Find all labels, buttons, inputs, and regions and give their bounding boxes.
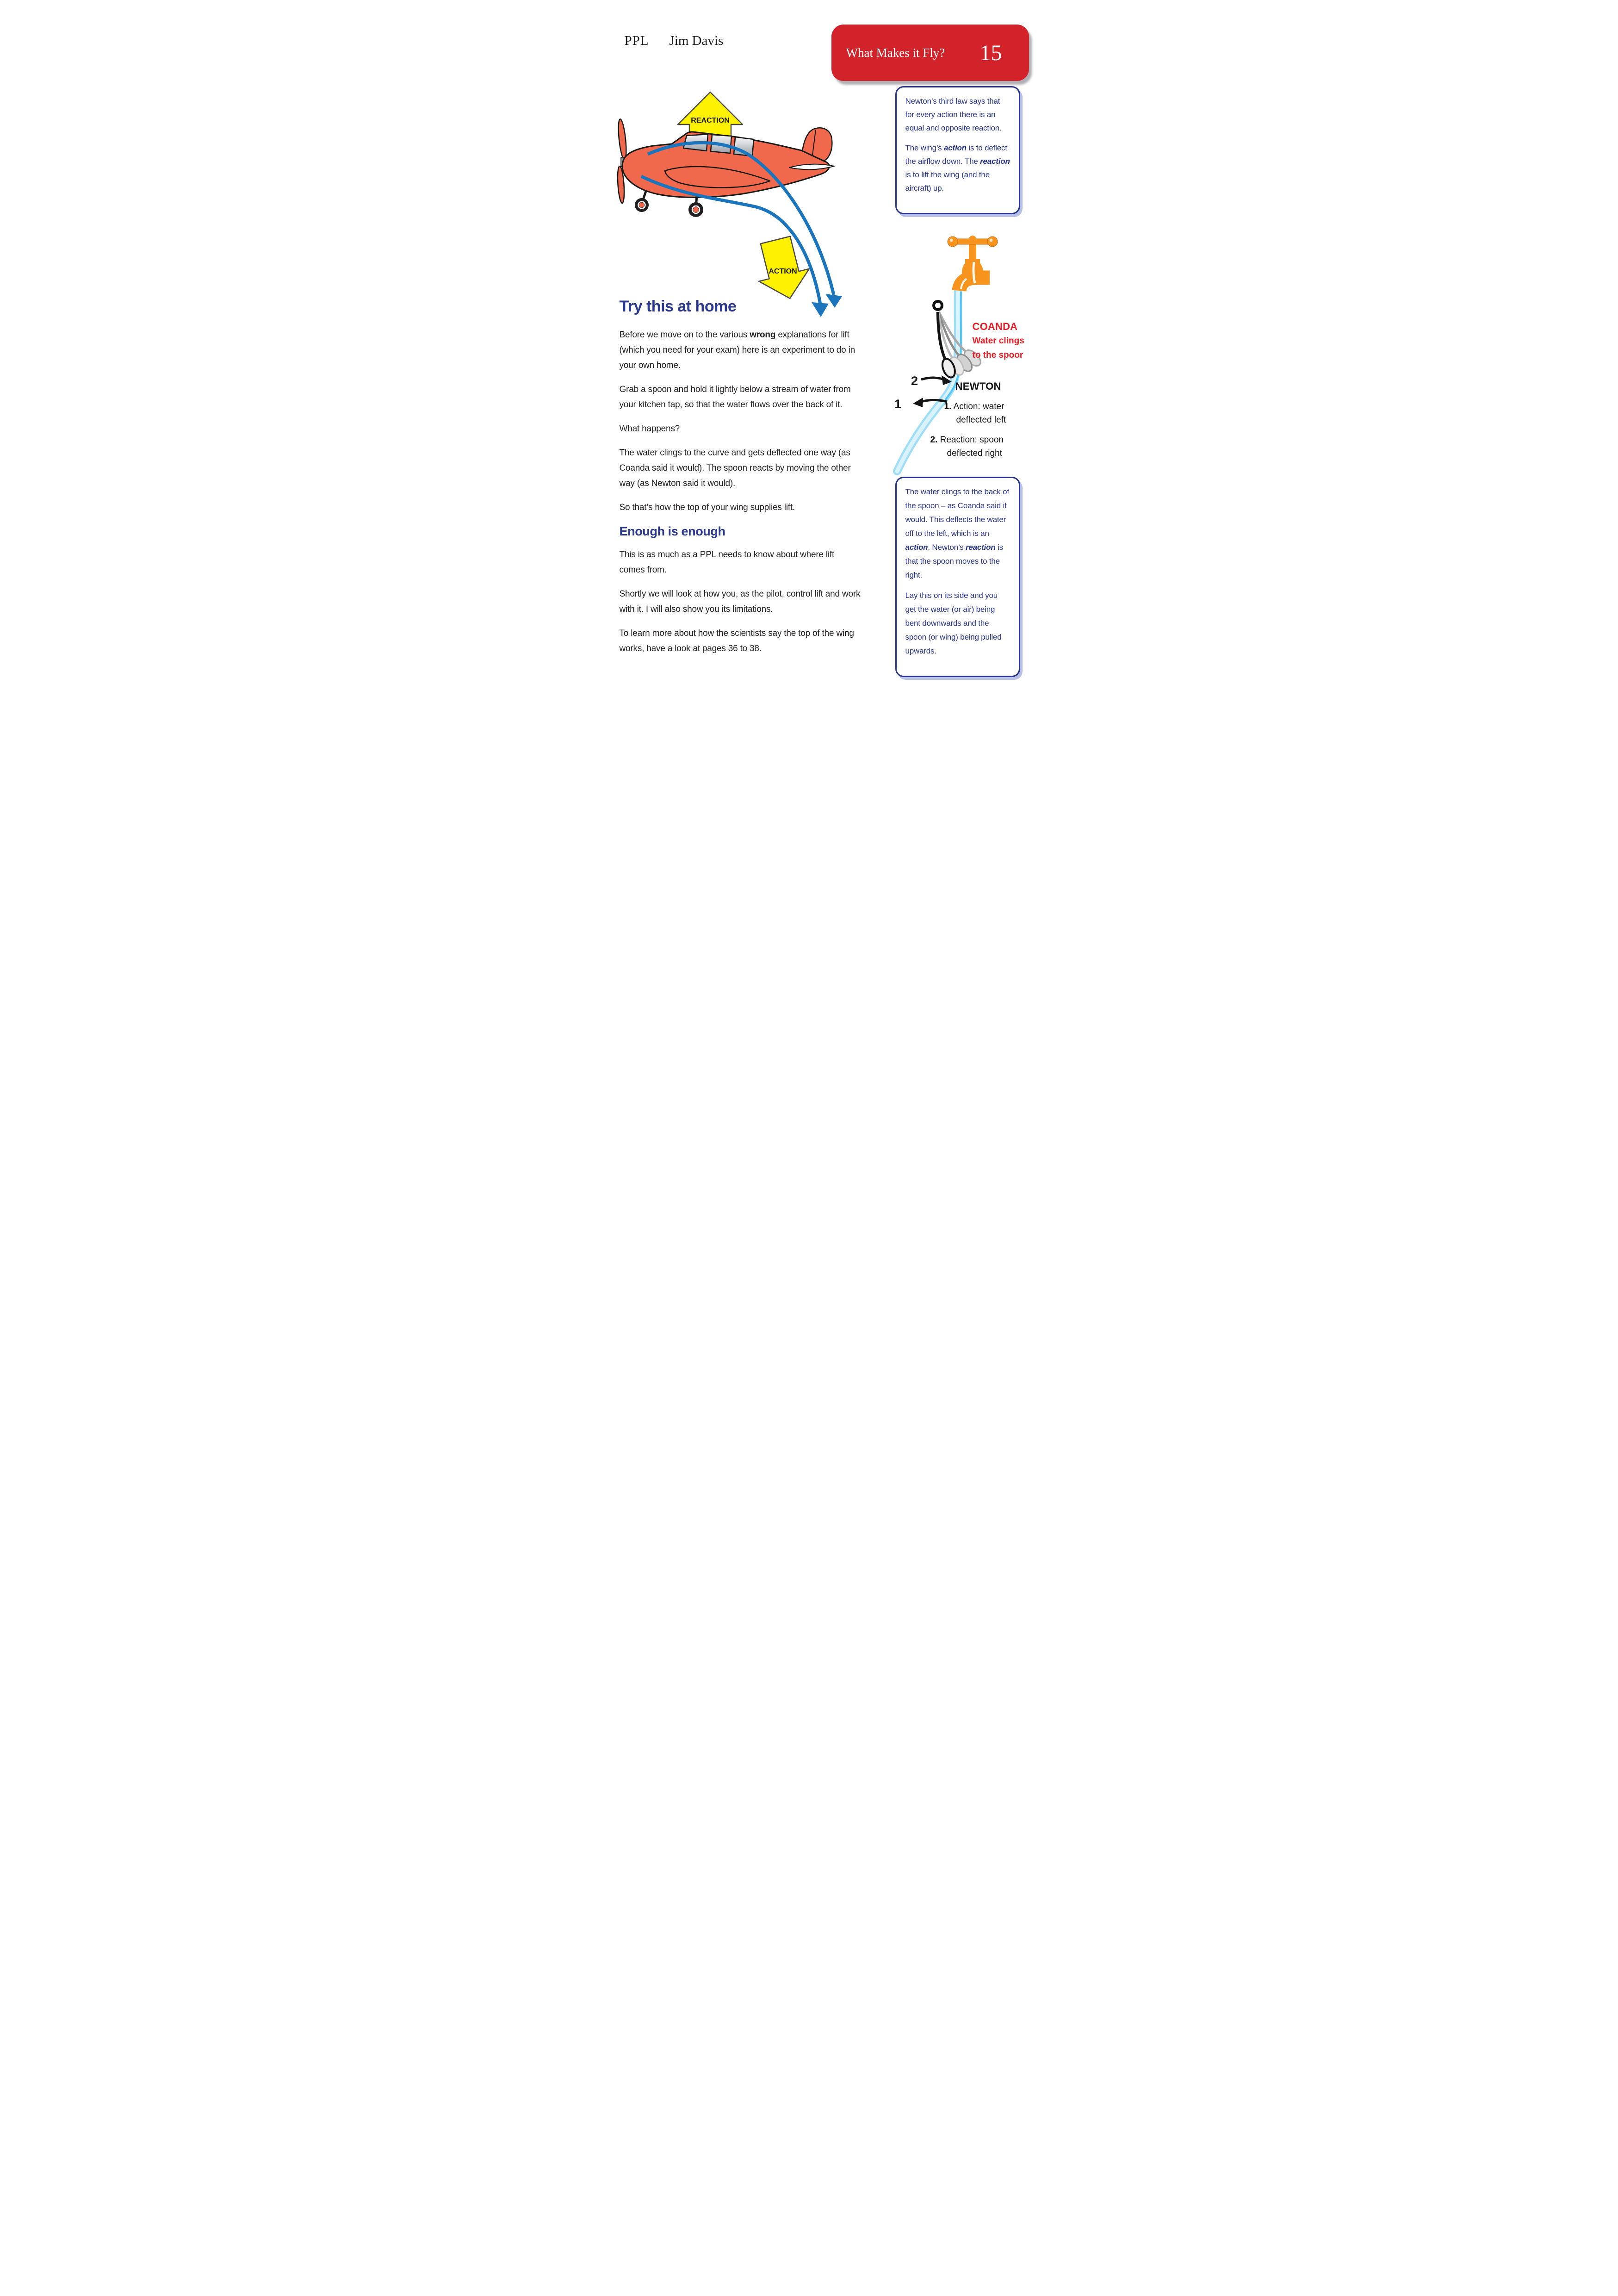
chapter-title: What Makes it Fly? [846, 45, 945, 60]
coanda-caption [973, 319, 1024, 362]
chapter-banner [831, 25, 1029, 81]
article-paragraph-1: Before we move on to the various wrong explanations for lift (which you need for your exam) here is an experiment to do in your own home. [619, 330, 855, 370]
article-paragraph-4: The water clings to the curve and gets deflected one way (as Coanda said it would). The spoon reacts by moving the other way (as Newton said it would). [619, 448, 851, 488]
article-paragraph-2: Grab a spoon and hold it lightly below a stream of water from your kitchen tap, so that the water flows over the back of it. [619, 385, 851, 410]
coanda-explanation-box [895, 477, 1020, 677]
newton-law-box [895, 86, 1020, 214]
coanda-line-1: Water clings [972, 336, 1024, 346]
coanda-line-2: to the spoor [972, 350, 1023, 360]
article-subheading: Enough is enough [619, 524, 725, 538]
airplane-action-reaction-figure [617, 86, 846, 326]
article-paragraph-5: So that’s how the top of your wing supplies lift. [619, 503, 795, 512]
coanda-box-paragraph-1: The water clings to the back of the spoon – as Coanda said it would. This deflects the water off to the left, which is an action. Newton’s reaction is that the spoon moves to the right. [905, 487, 1009, 579]
newton-item-2-number: 2. [930, 435, 938, 445]
article-paragraph-8: To learn more about how the scientists say the top of the wing works, have a look at pages 36 to 38. [619, 628, 854, 653]
newton-item-2-line-2: deflected right [947, 448, 1002, 458]
newton-box-paragraph-2: The wing’s action is to deflect the airflow down. The reaction is to lift the wing (and the aircraft) up. [905, 143, 1010, 193]
newton-box-paragraph-1: Newton’s third law says that for every action there is an equal and opposite reaction. [905, 97, 1002, 132]
tap-icon [948, 236, 998, 291]
newton-item-1-line-2: deflected left [956, 415, 1006, 425]
reaction-label: REACTION [690, 117, 730, 124]
page-header [625, 33, 724, 49]
newton-item-1-number: 1. [944, 402, 952, 411]
action-label: ACTION [768, 268, 797, 275]
author-name: Jim Davis [669, 33, 724, 48]
marker-2-label: 2 [911, 374, 918, 388]
coanda-title: COANDA [972, 321, 1018, 332]
newton-caption: NEWTON [955, 380, 1001, 392]
coanda-box-paragraph-2: Lay this on its side and you get the water (or air) being bent downwards and the spoon (or wing) being pulled upwards. [905, 591, 1002, 655]
article-paragraph-7: Shortly we will look at how you, as the pilot, control lift and work with it. I will also show you its limitations. [619, 589, 861, 614]
page-number: 15 [979, 40, 1002, 65]
article-heading: Try this at home [619, 298, 737, 315]
newton-item-2 [930, 433, 1004, 460]
article-column [620, 298, 861, 665]
newton-item-2-line-1: Reaction: spoon [940, 435, 1004, 445]
article-paragraph-6: This is as much as a PPL needs to know about where lift comes from. [619, 550, 835, 575]
article-paragraph-3: What happens? [619, 424, 680, 434]
series-title: PPL [624, 33, 649, 48]
newton-item-1 [944, 400, 1006, 427]
book-page [555, 0, 1064, 722]
newton-item-1-line-1: Action: water [953, 402, 1004, 411]
marker-1-label: 1 [894, 397, 901, 411]
marker-2-arrow [911, 374, 952, 388]
